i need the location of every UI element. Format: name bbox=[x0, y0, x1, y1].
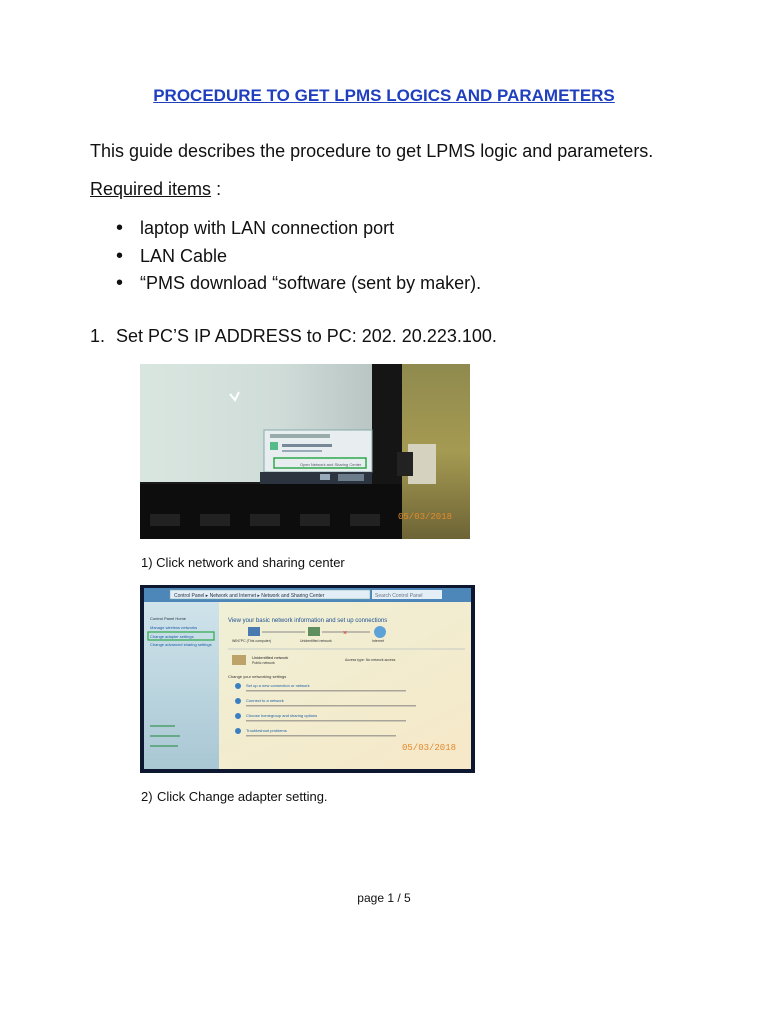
caption-text: Click Change adapter setting. bbox=[157, 789, 328, 804]
step-1 bbox=[90, 326, 497, 347]
network-type: Public network bbox=[252, 661, 275, 665]
access-type: Access type: No network access bbox=[345, 658, 396, 662]
document-title: PROCEDURE TO GET LPMS LOGICS AND PARAMETERS bbox=[153, 86, 615, 105]
photo-laptop-network-popup-image bbox=[140, 364, 470, 539]
date-stamp: 05/03/2018 bbox=[402, 743, 457, 753]
list-item: • LAN Cable bbox=[116, 244, 481, 272]
setting-link: Connect to a network bbox=[246, 698, 284, 703]
intro-paragraph: This guide describes the procedure to get LPMS logic and parameters. bbox=[90, 141, 654, 161]
step-number: 1. bbox=[90, 326, 106, 346]
photo-laptop-network-popup bbox=[140, 364, 470, 539]
date-stamp: 05/03/2018 bbox=[398, 512, 453, 522]
setting-link: Choose homegroup and sharing options bbox=[246, 713, 318, 718]
page-number: page 1 / 5 bbox=[357, 891, 411, 905]
setting-link: Set up a new connection or network bbox=[246, 683, 310, 688]
popup-link-text: Open Network and Sharing Center bbox=[300, 462, 362, 467]
required-items-heading bbox=[90, 179, 221, 200]
disconnected-x-icon: × bbox=[343, 630, 348, 637]
window-heading: View your basic network information and set up connections bbox=[228, 618, 388, 624]
search-box: Search Control Panel bbox=[375, 593, 423, 599]
required-items-list bbox=[116, 216, 481, 299]
node-label: Internet bbox=[372, 639, 384, 643]
node-label: WIN7PC (This computer) bbox=[232, 639, 272, 643]
caption-2 bbox=[141, 789, 328, 804]
setting-link: Troubleshoot problems bbox=[246, 728, 287, 733]
sidebar-item: Change advanced sharing settings bbox=[150, 642, 212, 647]
list-item: • laptop with LAN connection port bbox=[116, 216, 481, 244]
sidebar-item: Control Panel Home bbox=[150, 616, 187, 621]
caption-1: 1) Click network and sharing center bbox=[141, 555, 345, 570]
sidebar-item: Change adapter settings bbox=[150, 634, 194, 639]
node-label: Unidentified network bbox=[300, 639, 332, 643]
network-name: Unidentified network bbox=[252, 655, 289, 660]
list-item: • “PMS download “software (sent by maker). bbox=[116, 271, 481, 299]
step-text: Set PC’S IP ADDRESS to PC: 202. 20.223.100. bbox=[116, 326, 497, 346]
breadcrumb: Control Panel ▸ Network and Internet ▸ Network and Sharing Center bbox=[174, 593, 325, 599]
required-items-label: Required items bbox=[90, 179, 212, 199]
photo-network-sharing-center bbox=[140, 585, 475, 773]
photo-network-sharing-center-image bbox=[140, 585, 475, 773]
required-items-suffix: : bbox=[211, 179, 222, 199]
sidebar-item: Manage wireless networks bbox=[150, 625, 198, 630]
caption-number: 2) bbox=[141, 789, 153, 804]
settings-title: Change your networking settings bbox=[228, 674, 287, 679]
